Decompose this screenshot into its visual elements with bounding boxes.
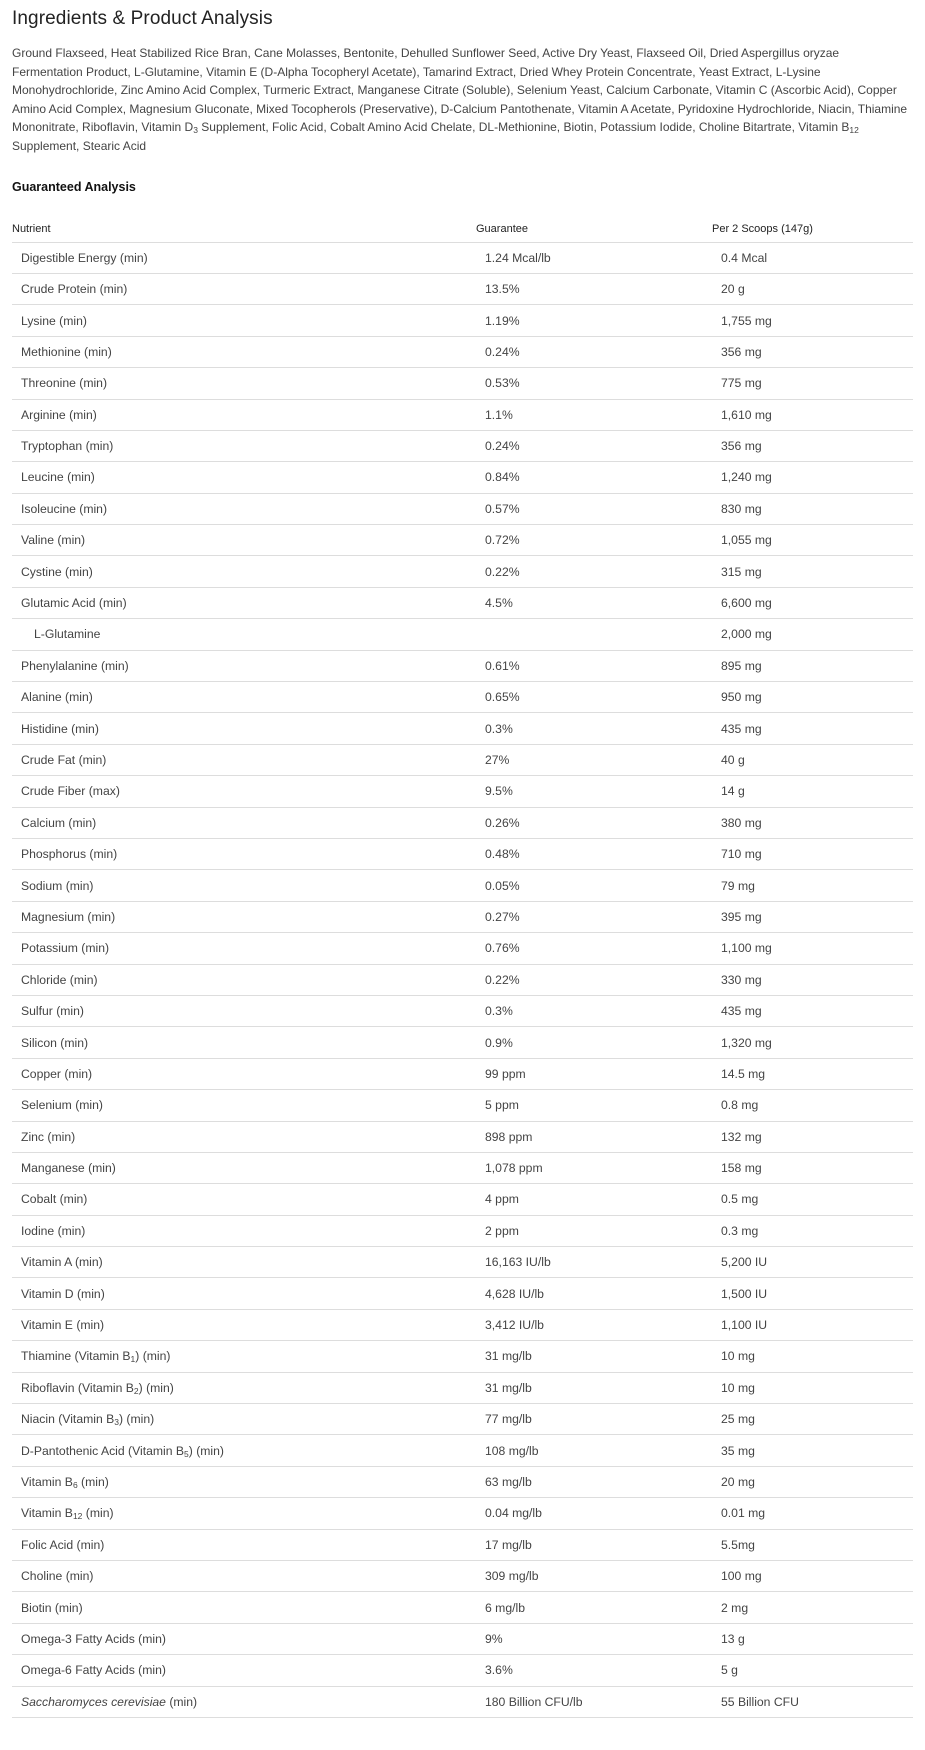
table-row [12,776,913,807]
nutrient-name: Choline (min) [12,1560,476,1591]
guarantee-value: 0.24% [476,336,712,367]
per-serving-value: 5,200 IU [712,1247,913,1278]
nutrient-name: Selenium (min) [12,1090,476,1121]
table-row [12,430,913,461]
table-row [12,870,913,901]
subscript: 3 [193,125,198,136]
nutrient-name: Calcium (min) [12,807,476,838]
guarantee-value: 0.22% [476,556,712,587]
per-serving-value: 1,320 mg [712,1027,913,1058]
subscript: 2 [133,1385,139,1396]
nutrient-name: Glutamic Acid (min) [12,587,476,618]
table-row [12,273,913,304]
guarantee-value: 0.61% [476,650,712,681]
species-name: Saccharomyces cerevisiae [21,1694,166,1709]
table-row [12,1309,913,1340]
subscript: 6 [72,1479,78,1490]
guarantee-value: 180 Billion CFU/lb [476,1686,712,1717]
table-header-row [12,216,913,243]
table-row [12,995,913,1026]
guarantee-value: 9.5% [476,776,712,807]
nutrient-name: Crude Fiber (max) [12,776,476,807]
nutrient-name: Silicon (min) [12,1027,476,1058]
table-row [12,1623,913,1654]
guarantee-value [476,619,712,650]
column-header-guarantee: Guarantee [476,216,712,243]
guarantee-value: 3.6% [476,1655,712,1686]
per-serving-value: 0.5 mg [712,1184,913,1215]
nutrient-name: Sulfur (min) [12,995,476,1026]
per-serving-value: 0.4 Mcal [712,242,913,273]
table-row [12,1090,913,1121]
per-serving-value: 20 g [712,273,913,304]
nutrient-name: Vitamin E (min) [12,1309,476,1340]
table-row [12,744,913,775]
per-serving-value: 13 g [712,1623,913,1654]
table-row [12,1058,913,1089]
nutrient-name: Thiamine (Vitamin $B_1$) (min) [12,1341,476,1372]
per-serving-value: 10 mg [712,1341,913,1372]
table-row [12,462,913,493]
per-serving-value: 1,055 mg [712,525,913,556]
per-serving-value: 1,755 mg [712,305,913,336]
guarantee-value: 2 ppm [476,1215,712,1246]
nutrient-name: Tryptophan (min) [12,430,476,461]
guarantee-value: 4,628 IU/lb [476,1278,712,1309]
per-serving-value: 380 mg [712,807,913,838]
guarantee-value: 0.26% [476,807,712,838]
nutrient-name: Niacin (Vitamin $B_3$) (min) [12,1404,476,1435]
nutrient-name: Cobalt (min) [12,1184,476,1215]
table-row [12,1247,913,1278]
guarantee-value: 5 ppm [476,1090,712,1121]
per-serving-value: 710 mg [712,838,913,869]
nutrient-name: Histidine (min) [12,713,476,744]
guarantee-value: 0.53% [476,368,712,399]
per-serving-value: 2,000 mg [712,619,913,650]
guarantee-value: 0.48% [476,838,712,869]
per-serving-value: 356 mg [712,336,913,367]
table-row [12,1560,913,1591]
per-serving-value: 132 mg [712,1121,913,1152]
per-serving-value: 315 mg [712,556,913,587]
table-row [12,807,913,838]
guarantee-value: 0.57% [476,493,712,524]
guarantee-value: 31 mg/lb [476,1372,712,1403]
subscript: 12 [72,1511,83,1522]
nutrient-name: Potassium (min) [12,933,476,964]
table-row [12,493,913,524]
table-row [12,556,913,587]
per-serving-value: 5 g [712,1655,913,1686]
guarantee-value: 4.5% [476,587,712,618]
guarantee-value: 0.24% [476,430,712,461]
per-serving-value: 20 mg [712,1466,913,1497]
nutrient-name: Crude Protein (min) [12,273,476,304]
table-row [12,1215,913,1246]
table-body [12,242,913,1717]
table-row [12,933,913,964]
nutrient-name: Phosphorus (min) [12,838,476,869]
table-row [12,1372,913,1403]
nutrient-name: Leucine (min) [12,462,476,493]
per-serving-value: 1,610 mg [712,399,913,430]
guaranteed-analysis-table [12,216,913,1718]
nutrient-name: Phenylalanine (min) [12,650,476,681]
guarantee-value: 27% [476,744,712,775]
nutrient-name: Magnesium (min) [12,901,476,932]
nutrient-name: Arginine (min) [12,399,476,430]
table-row [12,1278,913,1309]
per-serving-value: 0.3 mg [712,1215,913,1246]
nutrient-name: Threonine (min) [12,368,476,399]
table-row [12,619,913,650]
per-serving-value: 1,240 mg [712,462,913,493]
per-serving-value: 14 g [712,776,913,807]
nutrient-name: Isoleucine (min) [12,493,476,524]
table-row [12,682,913,713]
nutrient-name: Vitamin $B_{12}$ (min) [12,1498,476,1529]
guarantee-value: 1.19% [476,305,712,336]
per-serving-value: 35 mg [712,1435,913,1466]
nutrient-name: Methionine (min) [12,336,476,367]
nutrient-name: Crude Fat (min) [12,744,476,775]
table-row [12,713,913,744]
per-serving-value: 40 g [712,744,913,775]
guarantee-value: 77 mg/lb [476,1404,712,1435]
subscript: 5 [184,1448,189,1459]
per-serving-value: 100 mg [712,1560,913,1591]
per-serving-value: 395 mg [712,901,913,932]
table-row [12,1655,913,1686]
guarantee-value: 0.9% [476,1027,712,1058]
table-row [12,901,913,932]
nutrient-name: Folic Acid (min) [12,1529,476,1560]
guarantee-value: 1.1% [476,399,712,430]
table-row [12,1184,913,1215]
guarantee-value: 309 mg/lb [476,1560,712,1591]
per-serving-value: 356 mg [712,430,913,461]
guarantee-value: 17 mg/lb [476,1529,712,1560]
per-serving-value: 895 mg [712,650,913,681]
guarantee-value: 108 mg/lb [476,1435,712,1466]
per-serving-value: 330 mg [712,964,913,995]
nutrient-name: Vitamin D (min) [12,1278,476,1309]
guarantee-value: 0.3% [476,713,712,744]
table-row [12,1341,913,1372]
table-row [12,1121,913,1152]
table-row [12,1686,913,1717]
per-serving-value: 775 mg [712,368,913,399]
guarantee-value: 0.22% [476,964,712,995]
table-row [12,1027,913,1058]
table-row [12,525,913,556]
nutrient-name: Copper (min) [12,1058,476,1089]
nutrient-name: Iodine (min) [12,1215,476,1246]
guarantee-value: 63 mg/lb [476,1466,712,1497]
nutrient-name: Chloride (min) [12,964,476,995]
per-serving-value: 830 mg [712,493,913,524]
per-serving-value: 14.5 mg [712,1058,913,1089]
table-row [12,336,913,367]
nutrient-name: Saccharomyces cerevisiae (min) [12,1686,476,1717]
guarantee-value: 0.65% [476,682,712,713]
nutrient-name: Biotin (min) [12,1592,476,1623]
table-row [12,1529,913,1560]
guaranteed-analysis-heading: Guaranteed Analysis [12,179,136,194]
guarantee-value: 9% [476,1623,712,1654]
per-serving-value: 25 mg [712,1404,913,1435]
per-serving-value: 5.5mg [712,1529,913,1560]
nutrient-name: Lysine (min) [12,305,476,336]
table-row [12,368,913,399]
nutrient-name: Vitamin $B_6$ (min) [12,1466,476,1497]
per-serving-value: 0.8 mg [712,1090,913,1121]
guarantee-value: 3,412 IU/lb [476,1309,712,1340]
guarantee-value: 4 ppm [476,1184,712,1215]
per-serving-value: 1,500 IU [712,1278,913,1309]
table-row [12,650,913,681]
table-row [12,587,913,618]
guarantee-value: 16,163 IU/lb [476,1247,712,1278]
table-row [12,305,913,336]
guarantee-value: 898 ppm [476,1121,712,1152]
table-row [12,1466,913,1497]
per-serving-value: 950 mg [712,682,913,713]
per-serving-value: 435 mg [712,995,913,1026]
guarantee-value: 0.76% [476,933,712,964]
nutrient-name: Vitamin A (min) [12,1247,476,1278]
per-serving-value: 1,100 mg [712,933,913,964]
per-serving-value: 10 mg [712,1372,913,1403]
nutrient-name: Cystine (min) [12,556,476,587]
nutrient-name: D-Pantothenic Acid (Vitamin $B_5$) (min) [12,1435,476,1466]
table-row [12,1404,913,1435]
table-row [12,964,913,995]
nutrient-name: Zinc (min) [12,1121,476,1152]
guarantee-value: 1.24 Mcal/lb [476,242,712,273]
per-serving-value: 158 mg [712,1152,913,1183]
nutrient-name: Digestible Energy (min) [12,242,476,273]
nutrient-name: Alanine (min) [12,682,476,713]
guarantee-value: 0.3% [476,995,712,1026]
subscript: 1 [130,1354,136,1365]
subscript: 12 [849,125,859,136]
guarantee-value: 0.84% [476,462,712,493]
table-row [12,1152,913,1183]
guarantee-value: 0.04 mg/lb [476,1498,712,1529]
guarantee-value: 31 mg/lb [476,1341,712,1372]
table-row [12,838,913,869]
guarantee-value: 0.72% [476,525,712,556]
guarantee-value: 0.05% [476,870,712,901]
per-serving-value: 435 mg [712,713,913,744]
column-header-nutrient: Nutrient [12,216,476,243]
guarantee-value: 6 mg/lb [476,1592,712,1623]
table-row [12,242,913,273]
ingredients-list: Ground Flaxseed, Heat Stabilized Rice Bran, Cane Molasses, Bentonite, Dehulled Sunflower Seed, Active Dry Yeast, Flaxseed Oil, Dried Aspergillus oryzae Fermentation Product, L-Glutamine, Vitamin E (D-Alpha Tocopheryl Acetate), Tamarind Extract, Dried Whey Protein Concentrate, Yeast Extract, L-Lysine Monohydrochloride, Zinc Amino Acid Complex, Turmeric Extract, Manganese Citrate (Soluble), Selenium Yeast, Calcium Carbonate, Vitamin C (Ascorbic Acid), Copper Amino Acid Complex, Magnesium Gluconate, Mixed Tocopherols (Preservative), D-Calcium Pantothenate, Vitamin A Acetate, Pyridoxine Hydrochloride, Niacin, Thiamine Mononitrate, Riboflavin, Vitamin $D_3$ Supplement, Folic Acid, Cobalt Amino Acid Chelate, DL-Methionine, Biotin, Potassium Iodide, Choline Bitartrate, Vitamin $B_{12}$ Supplement, Stearic Acid [12,46,908,153]
table-row [12,399,913,430]
table-row [12,1435,913,1466]
nutrient-name: L-Glutamine [12,619,476,650]
page-title: Ingredients & Product Analysis [12,8,273,29]
column-header-per-serving: Per 2 Scoops (147g) [712,216,913,243]
nutrient-name: Manganese (min) [12,1152,476,1183]
guarantee-value: 1,078 ppm [476,1152,712,1183]
guarantee-value: 0.27% [476,901,712,932]
nutrient-name: Sodium (min) [12,870,476,901]
table-row [12,1592,913,1623]
nutrient-name: Omega-6 Fatty Acids (min) [12,1655,476,1686]
table-row [12,1498,913,1529]
per-serving-value: 6,600 mg [712,587,913,618]
nutrient-name: Omega-3 Fatty Acids (min) [12,1623,476,1654]
guarantee-value: 13.5% [476,273,712,304]
nutrient-name: Riboflavin (Vitamin $B_2$) (min) [12,1372,476,1403]
per-serving-value: 2 mg [712,1592,913,1623]
nutrient-name: Valine (min) [12,525,476,556]
subscript: 3 [114,1417,119,1428]
per-serving-value: 79 mg [712,870,913,901]
guarantee-value: 99 ppm [476,1058,712,1089]
per-serving-value: 1,100 IU [712,1309,913,1340]
per-serving-value: 55 Billion CFU [712,1686,913,1717]
per-serving-value: 0.01 mg [712,1498,913,1529]
